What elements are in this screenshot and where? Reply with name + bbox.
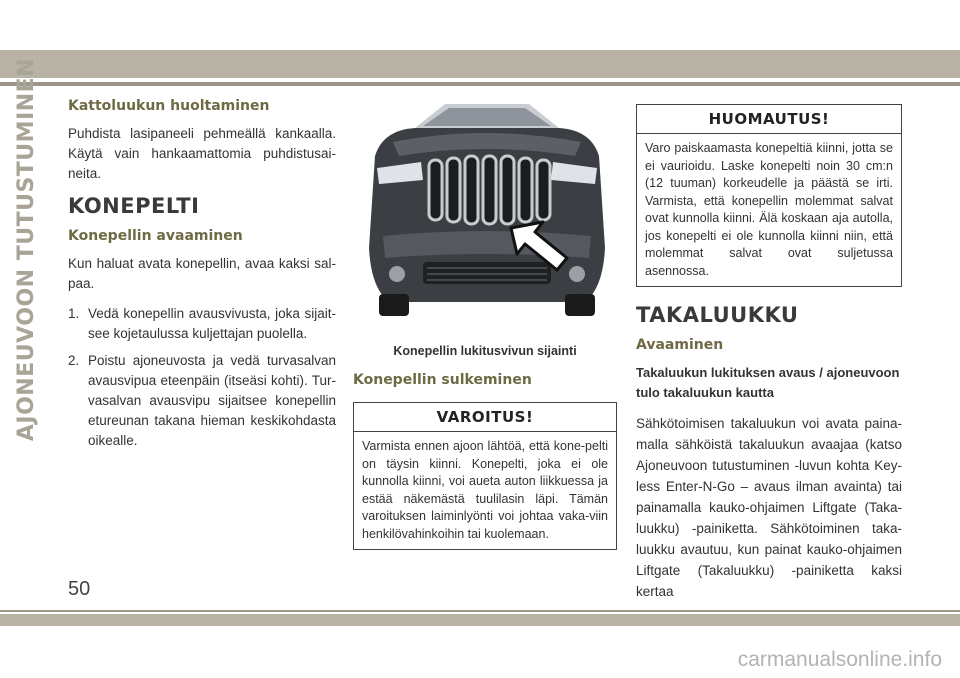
- heading-maintenance: Kattoluukun huoltaminen: [68, 98, 270, 114]
- column-left: [68, 98, 336, 458]
- list-item: [68, 351, 336, 451]
- footer-rule: [0, 610, 960, 612]
- notice-text: Varo paiskaamasta konepeltiä kiinni, jotta se ei vaurioidu. Laske konepelti noin 30 cm:n (12 tuuman) korkeudelle ja päästä se irti. Varmista, että konepellin molemmat salvat ovat kunnolla kiinni. Älä koskaan aja autolla, jos konepelti ei ole kunnolla kiinni niin, että molemmat salvat ovat suljetussa asennossa.: [645, 141, 893, 278]
- footer-band: [0, 614, 960, 626]
- list-item: [68, 304, 336, 344]
- chapter-side-label-text: AJONEUVOON TUTUSTUMINEN: [14, 57, 40, 441]
- warning-text: Varmista ennen ajoon lähtöä, että kone-pelti on täysin kiinni. Konepelti, joka ei ole kunnolla kiinni, voi aueta auton liikkuessa ja estää näkemästä tuulilasin läpi. Tämän varoituksen laiminlyönti voi johtaa vaka-viin henkilövahinkoihin tai kuolemaan.: [362, 439, 608, 541]
- column-middle: [353, 98, 617, 550]
- header-rule: [0, 82, 960, 86]
- subheading-liftgate-unlock: Takaluukun lukituksen avaus / ajoneuvoon tulo takaluukun kautta: [636, 365, 900, 400]
- watermark: carmanualsonline.info: [737, 648, 942, 671]
- step-number: 1.: [68, 306, 80, 321]
- paragraph-liftgate: Sähkötoimisen takaluukun voi avata paina-malla sähköistä takaluukun avaajaa (katso Ajoneuvoon tutustuminen -luvun kohta Key-less Enter-N-Go – avaus ilman avainta) tai painamalla kauko-ohjaimen Liftgate (Taka-luukku) -painiketta. Sähkötoiminen taka-luukku avautuu, kun painat kauko-ohjaimen Liftgate (Takaluukku) -painiketta kaksi kertaa: [636, 416, 902, 599]
- heading-liftgate-opening: Avaaminen: [636, 337, 724, 353]
- paragraph-maintenance: Puhdista lasipaneeli pehmeällä kankaalla. Käytä vain hankaamattomia puhdistusai-neita.: [68, 126, 336, 181]
- heading-hood-close: Konepellin sulkeminen: [353, 372, 532, 388]
- step-text: Poistu ajoneuvosta ja vedä turvasalvan avausvipua eteenpäin (itseäsi kohti). Tur-vasalvan avausvipu sijaitsee konepellin etureunan takana hieman keskikohdasta oikealle.: [88, 353, 336, 448]
- car-front-photo: [353, 98, 617, 338]
- heading-hood: KONEPELTI: [68, 194, 200, 218]
- notice-title: HUOMAUTUS!: [637, 105, 901, 134]
- hood-open-steps: [68, 304, 336, 451]
- header-band: [0, 50, 960, 78]
- heading-hood-open: Konepellin avaaminen: [68, 228, 243, 244]
- warning-title: VAROITUS!: [354, 403, 616, 432]
- car-front-illustration: [353, 98, 617, 338]
- figure-caption: Konepellin lukitusvivun sijainti: [393, 344, 577, 358]
- column-right: [636, 104, 902, 612]
- step-text: Vedä konepellin avausvivusta, joka sijait-see kojetaulussa kuljettajan puolella.: [88, 306, 336, 341]
- notice-box: [636, 104, 902, 287]
- heading-liftgate: TAKALUUKKU: [636, 303, 799, 327]
- warning-box: [353, 402, 617, 550]
- page-number: 50: [68, 578, 91, 600]
- paragraph-hood-open: Kun haluat avata konepellin, avaa kaksi sal-paa.: [68, 256, 336, 291]
- chapter-side-label: [10, 57, 44, 441]
- step-number: 2.: [68, 353, 80, 368]
